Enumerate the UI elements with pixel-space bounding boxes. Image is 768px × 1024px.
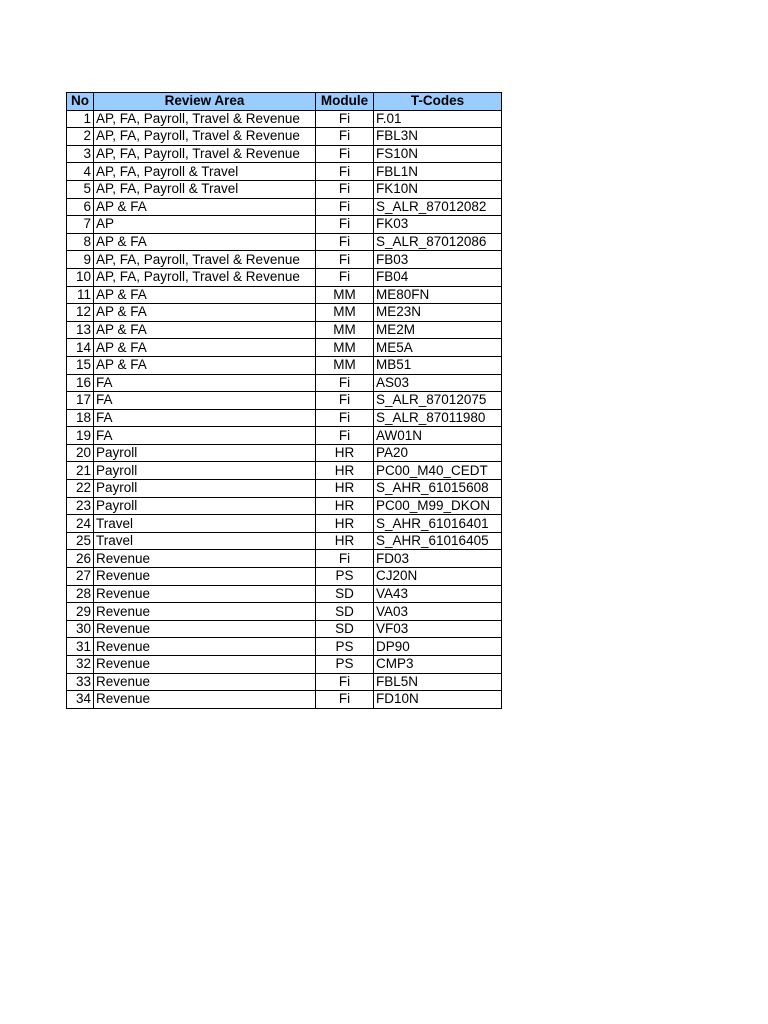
row-number: 5 — [67, 180, 94, 198]
module-cell: HR — [316, 480, 374, 498]
table-row — [67, 198, 502, 216]
table-row — [67, 374, 502, 392]
t-code-cell: VA43 — [374, 585, 502, 603]
table-row — [67, 427, 502, 445]
table-row — [67, 444, 502, 462]
table-row — [67, 304, 502, 322]
review-table — [66, 92, 502, 709]
t-code-cell: FB04 — [374, 268, 502, 286]
t-code-cell: S_AHR_61015608 — [374, 480, 502, 498]
table-row — [67, 691, 502, 709]
review-area-cell: AP, FA, Payroll, Travel & Revenue — [94, 145, 316, 163]
row-number: 24 — [67, 515, 94, 533]
table-row — [67, 497, 502, 515]
review-area-cell: Revenue — [94, 691, 316, 709]
module-cell: HR — [316, 444, 374, 462]
table-row — [67, 110, 502, 128]
row-number: 22 — [67, 480, 94, 498]
review-area-cell: FA — [94, 409, 316, 427]
module-cell: MM — [316, 339, 374, 357]
module-cell: MM — [316, 286, 374, 304]
module-cell: Fi — [316, 163, 374, 181]
table-row — [67, 145, 502, 163]
table-header-row — [67, 93, 502, 111]
row-number: 19 — [67, 427, 94, 445]
review-area-cell: AP, FA, Payroll, Travel & Revenue — [94, 268, 316, 286]
t-code-cell: AW01N — [374, 427, 502, 445]
t-code-cell: S_AHR_61016405 — [374, 532, 502, 550]
t-code-cell: FD03 — [374, 550, 502, 568]
review-area-cell: AP, FA, Payroll & Travel — [94, 180, 316, 198]
review-area-cell: AP — [94, 216, 316, 234]
review-area-cell: AP & FA — [94, 321, 316, 339]
review-area-cell: Payroll — [94, 444, 316, 462]
row-number: 10 — [67, 268, 94, 286]
row-number: 18 — [67, 409, 94, 427]
table-row — [67, 180, 502, 198]
module-cell: Fi — [316, 216, 374, 234]
review-area-cell: Travel — [94, 515, 316, 533]
module-cell: MM — [316, 356, 374, 374]
table-row — [67, 409, 502, 427]
header-t-codes: T-Codes — [374, 93, 502, 111]
t-code-cell: S_ALR_87011980 — [374, 409, 502, 427]
t-code-cell: MB51 — [374, 356, 502, 374]
t-code-cell: F.01 — [374, 110, 502, 128]
module-cell: SD — [316, 585, 374, 603]
module-cell: Fi — [316, 268, 374, 286]
t-code-cell: FK03 — [374, 216, 502, 234]
review-area-cell: FA — [94, 374, 316, 392]
t-code-cell: CJ20N — [374, 568, 502, 586]
t-code-cell: AS03 — [374, 374, 502, 392]
table-row — [67, 286, 502, 304]
table-row — [67, 233, 502, 251]
row-number: 17 — [67, 392, 94, 410]
t-code-cell: PC00_M40_CEDT — [374, 462, 502, 480]
t-code-cell: FD10N — [374, 691, 502, 709]
row-number: 32 — [67, 656, 94, 674]
table-row — [67, 603, 502, 621]
row-number: 30 — [67, 620, 94, 638]
row-number: 21 — [67, 462, 94, 480]
t-code-cell: ME2M — [374, 321, 502, 339]
table-row — [67, 216, 502, 234]
module-cell: MM — [316, 304, 374, 322]
table-row — [67, 392, 502, 410]
table-row — [67, 673, 502, 691]
table-row — [67, 568, 502, 586]
review-area-cell: Payroll — [94, 497, 316, 515]
table-row — [67, 356, 502, 374]
row-number: 28 — [67, 585, 94, 603]
t-code-cell: CMP3 — [374, 656, 502, 674]
module-cell: PS — [316, 656, 374, 674]
module-cell: Fi — [316, 145, 374, 163]
table-row — [67, 462, 502, 480]
review-area-cell: Revenue — [94, 585, 316, 603]
review-area-cell: Revenue — [94, 638, 316, 656]
t-code-cell: PA20 — [374, 444, 502, 462]
row-number: 11 — [67, 286, 94, 304]
t-code-cell: VF03 — [374, 620, 502, 638]
module-cell: PS — [316, 568, 374, 586]
review-area-cell: Travel — [94, 532, 316, 550]
module-cell: Fi — [316, 673, 374, 691]
review-area-cell: Revenue — [94, 603, 316, 621]
header-module: Module — [316, 93, 374, 111]
review-table-container — [66, 92, 502, 709]
t-code-cell: FBL5N — [374, 673, 502, 691]
table-row — [67, 656, 502, 674]
row-number: 31 — [67, 638, 94, 656]
review-area-cell: Payroll — [94, 462, 316, 480]
row-number: 33 — [67, 673, 94, 691]
t-code-cell: FB03 — [374, 251, 502, 269]
review-area-cell: AP & FA — [94, 356, 316, 374]
module-cell: SD — [316, 603, 374, 621]
module-cell: Fi — [316, 691, 374, 709]
table-row — [67, 620, 502, 638]
module-cell: Fi — [316, 128, 374, 146]
review-area-cell: Revenue — [94, 568, 316, 586]
row-number: 25 — [67, 532, 94, 550]
row-number: 20 — [67, 444, 94, 462]
review-area-cell: AP, FA, Payroll, Travel & Revenue — [94, 110, 316, 128]
module-cell: Fi — [316, 550, 374, 568]
module-cell: Fi — [316, 392, 374, 410]
table-row — [67, 251, 502, 269]
module-cell: SD — [316, 620, 374, 638]
module-cell: Fi — [316, 180, 374, 198]
t-code-cell: ME5A — [374, 339, 502, 357]
row-number: 34 — [67, 691, 94, 709]
t-code-cell: S_AHR_61016401 — [374, 515, 502, 533]
module-cell: PS — [316, 638, 374, 656]
module-cell: MM — [316, 321, 374, 339]
table-body — [67, 110, 502, 708]
t-code-cell: FBL1N — [374, 163, 502, 181]
row-number: 8 — [67, 233, 94, 251]
module-cell: HR — [316, 497, 374, 515]
module-cell: Fi — [316, 251, 374, 269]
row-number: 14 — [67, 339, 94, 357]
row-number: 3 — [67, 145, 94, 163]
review-area-cell: AP & FA — [94, 286, 316, 304]
t-code-cell: FBL3N — [374, 128, 502, 146]
module-cell: HR — [316, 532, 374, 550]
review-area-cell: Revenue — [94, 550, 316, 568]
header-no: No — [67, 93, 94, 111]
row-number: 2 — [67, 128, 94, 146]
review-area-cell: AP, FA, Payroll & Travel — [94, 163, 316, 181]
review-area-cell: AP, FA, Payroll, Travel & Revenue — [94, 128, 316, 146]
t-code-cell: PC00_M99_DKON — [374, 497, 502, 515]
table-row — [67, 339, 502, 357]
row-number: 23 — [67, 497, 94, 515]
table-row — [67, 515, 502, 533]
row-number: 27 — [67, 568, 94, 586]
module-cell: Fi — [316, 110, 374, 128]
review-area-cell: Revenue — [94, 656, 316, 674]
table-row — [67, 480, 502, 498]
module-cell: HR — [316, 515, 374, 533]
row-number: 12 — [67, 304, 94, 322]
review-area-cell: AP & FA — [94, 339, 316, 357]
table-row — [67, 585, 502, 603]
row-number: 26 — [67, 550, 94, 568]
module-cell: Fi — [316, 233, 374, 251]
module-cell: Fi — [316, 427, 374, 445]
t-code-cell: S_ALR_87012082 — [374, 198, 502, 216]
module-cell: Fi — [316, 198, 374, 216]
module-cell: Fi — [316, 409, 374, 427]
table-row — [67, 163, 502, 181]
row-number: 1 — [67, 110, 94, 128]
row-number: 15 — [67, 356, 94, 374]
t-code-cell: FK10N — [374, 180, 502, 198]
review-area-cell: FA — [94, 392, 316, 410]
table-row — [67, 321, 502, 339]
row-number: 6 — [67, 198, 94, 216]
t-code-cell: ME80FN — [374, 286, 502, 304]
table-row — [67, 128, 502, 146]
row-number: 9 — [67, 251, 94, 269]
review-area-cell: Revenue — [94, 620, 316, 638]
t-code-cell: S_ALR_87012075 — [374, 392, 502, 410]
t-code-cell: VA03 — [374, 603, 502, 621]
review-area-cell: FA — [94, 427, 316, 445]
row-number: 7 — [67, 216, 94, 234]
review-area-cell: AP & FA — [94, 233, 316, 251]
review-area-cell: AP, FA, Payroll, Travel & Revenue — [94, 251, 316, 269]
module-cell: HR — [316, 462, 374, 480]
table-row — [67, 532, 502, 550]
row-number: 13 — [67, 321, 94, 339]
table-row — [67, 268, 502, 286]
review-area-cell: Payroll — [94, 480, 316, 498]
row-number: 29 — [67, 603, 94, 621]
review-area-cell: AP & FA — [94, 304, 316, 322]
t-code-cell: DP90 — [374, 638, 502, 656]
row-number: 16 — [67, 374, 94, 392]
t-code-cell: ME23N — [374, 304, 502, 322]
review-area-cell: AP & FA — [94, 198, 316, 216]
table-row — [67, 638, 502, 656]
t-code-cell: FS10N — [374, 145, 502, 163]
t-code-cell: S_ALR_87012086 — [374, 233, 502, 251]
review-area-cell: Revenue — [94, 673, 316, 691]
header-review-area: Review Area — [94, 93, 316, 111]
row-number: 4 — [67, 163, 94, 181]
module-cell: Fi — [316, 374, 374, 392]
table-row — [67, 550, 502, 568]
